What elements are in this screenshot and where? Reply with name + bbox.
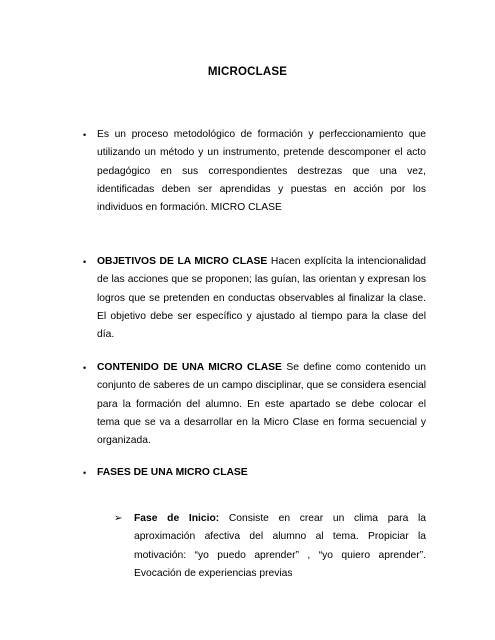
paragraph-heading: CONTENIDO DE UNA MICRO CLASE <box>97 362 282 373</box>
bullet-icon: • <box>83 363 87 373</box>
subparagraph-text: Consiste en crear un clima para la aproximación afectiva del alumno al tema. Propiciar la motivación: “yo puedo aprender” , “yo quiero aprender”. Evocación de experiencias previas <box>134 513 426 579</box>
paragraph-heading: FASES DE UNA MICRO CLASE <box>97 467 248 478</box>
document-title: MICROCLASE <box>207 66 288 78</box>
paragraph-heading: OBJETIVOS DE LA MICRO CLASE <box>97 256 268 267</box>
paragraph-definition <box>83 126 426 217</box>
bullet-icon: • <box>83 257 87 267</box>
arrow-bullet-icon: ➢ <box>114 513 123 524</box>
paragraph-phases <box>83 464 426 482</box>
paragraph-content <box>83 359 426 450</box>
paragraph-objectives <box>83 253 426 344</box>
paragraph-text: Se define como contenido un conjunto de saberes de un campo disciplinar, que se considera esencial para la formación del alumno. En este apartado se debe colocar el tema que se va a desarrollar en la Micro Clase en forma secuencial y organizada. <box>97 362 426 447</box>
paragraph-text: Hacen explícita la intencionalidad de las acciones que se proponen; las guían, las orientan y expresan los logros que se pretenden en conductas observables al finalizar la clase. El objetivo debe ser específico y ajustado al tiempo para la clase del día. <box>97 256 426 341</box>
bullet-icon: • <box>83 130 87 140</box>
subparagraph-start-phase <box>114 510 426 583</box>
paragraph-text: Es un proceso metodológico de formación y perfeccionamiento que utilizando un método y un instrumento, pretende descomponer el acto pedagógico en sus correspondientes destrezas que una vez, identificadas deben ser aprendidas y puestas en acción por los individuos en formación. MICRO CLASE <box>97 129 426 214</box>
subparagraph-heading: Fase de Inicio: <box>134 513 220 524</box>
bullet-icon: • <box>83 468 87 478</box>
